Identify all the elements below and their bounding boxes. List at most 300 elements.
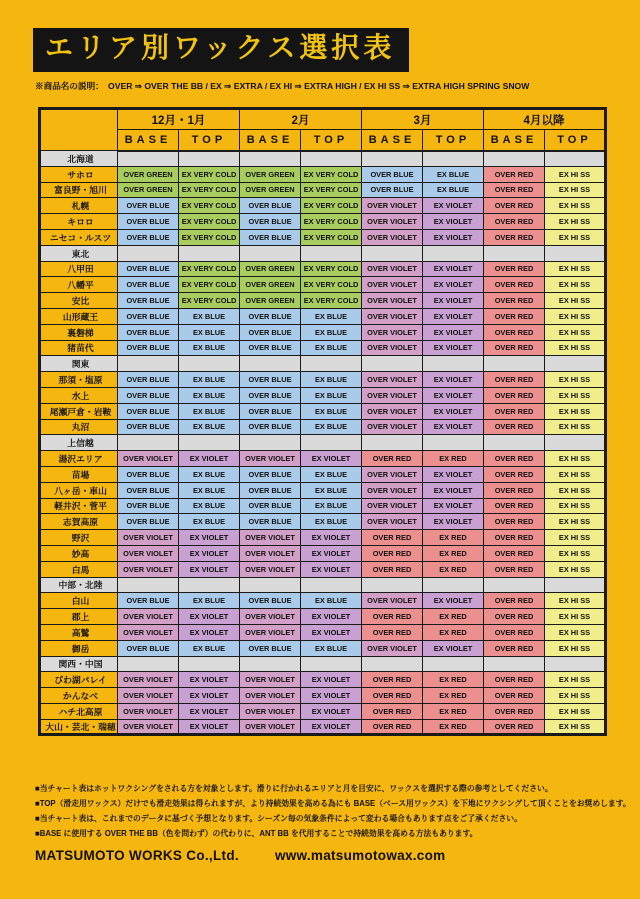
wax-cell: EX VERY COLD [179,182,240,198]
section-row [40,245,606,261]
wax-cell: EX RED [423,672,484,688]
wax-cell: OVER RED [484,308,545,324]
area-label: 八甲田 [40,261,118,277]
wax-cell: OVER BLUE [240,640,301,656]
section-cell [362,151,423,167]
section-label: 関西・中国 [40,656,118,672]
wax-cell: EX VERY COLD [301,293,362,309]
table-row [40,688,606,704]
wax-cell: EX BLUE [423,166,484,182]
wax-cell: OVER BLUE [240,482,301,498]
wax-cell: EX HI SS [545,530,606,546]
wax-cell: EX HI SS [545,277,606,293]
wax-cell: EX HI SS [545,387,606,403]
table-row [40,561,606,577]
wax-cell: OVER BLUE [362,182,423,198]
wax-cell: OVER GREEN [240,166,301,182]
section-cell [179,151,240,167]
section-cell [118,151,179,167]
month-header: 4月以降 [484,109,606,130]
website-url: www.matsumotowax.com [274,848,446,863]
wax-chart-table [38,107,607,736]
wax-cell: EX BLUE [301,403,362,419]
wax-cell: OVER BLUE [240,498,301,514]
section-cell [545,577,606,593]
wax-cell: EX VIOLET [423,261,484,277]
wax-cell: EX RED [423,451,484,467]
wax-cell: EX VERY COLD [301,182,362,198]
wax-cell: OVER VIOLET [362,261,423,277]
wax-cell: EX VIOLET [423,640,484,656]
table-row [40,640,606,656]
wax-cell: OVER BLUE [118,514,179,530]
table-row [40,624,606,640]
wax-cell: OVER VIOLET [118,688,179,704]
wax-cell: OVER RED [484,514,545,530]
section-cell [545,151,606,167]
wax-cell: EX RED [423,624,484,640]
wax-cell: OVER BLUE [240,419,301,435]
wax-cell: EX VIOLET [179,672,240,688]
chart-header [40,109,606,151]
wax-cell: OVER VIOLET [240,703,301,719]
section-cell [240,656,301,672]
base-header: BASE [484,130,545,151]
wax-cell: OVER RED [484,340,545,356]
wax-cell: OVER RED [484,482,545,498]
wax-cell: OVER VIOLET [362,277,423,293]
wax-cell: EX HI SS [545,672,606,688]
wax-cell: EX VERY COLD [179,166,240,182]
area-label: 八幡平 [40,277,118,293]
wax-cell: OVER VIOLET [362,324,423,340]
wax-cell: OVER BLUE [118,482,179,498]
wax-cell: OVER RED [362,672,423,688]
wax-cell: EX HI SS [545,308,606,324]
month-corner-cell [40,109,118,151]
section-cell [301,435,362,451]
wax-cell: EX BLUE [301,372,362,388]
section-cell [179,656,240,672]
wax-cell: EX VERY COLD [179,293,240,309]
wax-cell: EX VIOLET [423,387,484,403]
wax-cell: EX HI SS [545,324,606,340]
wax-cell: OVER BLUE [118,214,179,230]
notes-block [35,781,635,841]
section-label: 東北 [40,245,118,261]
area-label: 白馬 [40,561,118,577]
wax-cell: EX VIOLET [423,419,484,435]
wax-cell: EX VIOLET [423,277,484,293]
wax-cell: EX HI SS [545,229,606,245]
wax-cell: EX HI SS [545,719,606,735]
wax-cell: OVER RED [484,229,545,245]
wax-cell: OVER BLUE [118,308,179,324]
wax-cell: OVER RED [484,624,545,640]
wax-cell: EX HI SS [545,340,606,356]
wax-cell: EX BLUE [301,466,362,482]
wax-cell: EX HI SS [545,561,606,577]
wax-cell: EX HI SS [545,688,606,704]
section-label: 北海道 [40,151,118,167]
wax-cell: OVER BLUE [362,166,423,182]
wax-cell: EX VIOLET [301,530,362,546]
wax-cell: EX VERY COLD [301,214,362,230]
top-header: TOP [423,130,484,151]
section-cell [362,356,423,372]
wax-cell: OVER RED [484,609,545,625]
table-row [40,387,606,403]
wax-cell: OVER VIOLET [240,624,301,640]
wax-cell: EX BLUE [179,640,240,656]
wax-cell: EX BLUE [301,640,362,656]
wax-cell: EX VIOLET [179,545,240,561]
wax-cell: EX VIOLET [423,372,484,388]
section-cell [484,577,545,593]
wax-cell: OVER BLUE [240,340,301,356]
section-cell [362,656,423,672]
section-cell [484,656,545,672]
section-cell [301,356,362,372]
wax-cell: EX HI SS [545,609,606,625]
wax-cell: OVER RED [484,261,545,277]
wax-cell: EX BLUE [301,324,362,340]
wax-cell: OVER BLUE [240,324,301,340]
wax-cell: EX HI SS [545,403,606,419]
wax-cell: EX BLUE [179,372,240,388]
wax-cell: EX VIOLET [423,229,484,245]
note-line: ■当チャート表は、これまでのデータに基づく予想となります。シーズン毎の気象条件によって変わる場合もあります点をご了承ください。 [35,814,522,823]
wax-cell: EX HI SS [545,640,606,656]
section-cell [362,577,423,593]
wax-cell: OVER BLUE [240,387,301,403]
section-label: 関東 [40,356,118,372]
wax-cell: EX HI SS [545,419,606,435]
section-cell [118,577,179,593]
wax-cell: OVER VIOLET [240,561,301,577]
wax-cell: EX VERY COLD [179,277,240,293]
wax-cell: EX BLUE [301,482,362,498]
wax-cell: OVER VIOLET [362,340,423,356]
month-header-row [40,109,606,130]
area-label: サホロ [40,166,118,182]
wax-cell: OVER BLUE [118,324,179,340]
wax-cell: OVER RED [362,719,423,735]
area-label: 尾瀬戸倉・岩鞍 [40,403,118,419]
wax-cell: EX VERY COLD [179,261,240,277]
section-cell [301,577,362,593]
section-cell [423,356,484,372]
wax-cell: EX HI SS [545,261,606,277]
wax-cell: OVER BLUE [118,419,179,435]
base-header: BASE [118,130,179,151]
top-header: TOP [545,130,606,151]
wax-cell: OVER VIOLET [362,593,423,609]
wax-cell: EX BLUE [179,324,240,340]
wax-cell: EX HI SS [545,466,606,482]
table-row [40,719,606,735]
footer [35,848,445,863]
wax-cell: OVER RED [484,182,545,198]
wax-cell: EX BLUE [301,387,362,403]
section-row [40,356,606,372]
wax-cell: EX HI SS [545,593,606,609]
area-label: 白山 [40,593,118,609]
wax-cell: EX VIOLET [423,198,484,214]
area-label: 八ヶ岳・車山 [40,482,118,498]
wax-cell: OVER RED [484,593,545,609]
wax-cell: OVER VIOLET [240,719,301,735]
wax-cell: EX VIOLET [423,403,484,419]
product-name-legend: ※商品名の説明： OVER ⇒ OVER THE BB / EX ⇒ EXTRA / EX HI ⇒ EXTRA HIGH / EX HI SS ⇒ EXTRA HIGH SPRING SNOW [35,81,530,91]
wax-cell: EX VIOLET [301,545,362,561]
wax-cell: OVER BLUE [118,261,179,277]
wax-cell: EX VIOLET [301,609,362,625]
wax-cell: OVER VIOLET [240,688,301,704]
area-label: 山形蔵王 [40,308,118,324]
wax-cell: OVER VIOLET [362,419,423,435]
wax-cell: EX VIOLET [179,561,240,577]
wax-cell: EX VERY COLD [301,166,362,182]
wax-cell: OVER RED [362,624,423,640]
area-label: 高鷲 [40,624,118,640]
wax-cell: OVER RED [484,387,545,403]
chart-body [40,151,606,735]
section-cell [484,151,545,167]
wax-cell: OVER VIOLET [362,482,423,498]
area-label: かんなべ [40,688,118,704]
table-row [40,308,606,324]
wax-cell: OVER BLUE [118,372,179,388]
wax-cell: EX HI SS [545,214,606,230]
table-row [40,419,606,435]
wax-cell: OVER BLUE [118,498,179,514]
wax-cell: EX VIOLET [301,451,362,467]
area-label: キロロ [40,214,118,230]
table-row [40,498,606,514]
wax-cell: OVER VIOLET [362,293,423,309]
wax-cell: EX VIOLET [423,498,484,514]
wax-cell: OVER BLUE [118,640,179,656]
wax-cell: EX HI SS [545,198,606,214]
area-label: 裏磐梯 [40,324,118,340]
wax-cell: EX BLUE [301,593,362,609]
section-row [40,435,606,451]
wax-cell: EX HI SS [545,451,606,467]
area-label: 大山・芸北・瑞穂 [40,719,118,735]
section-row [40,151,606,167]
wax-cell: OVER RED [484,545,545,561]
area-label: 猪苗代 [40,340,118,356]
wax-cell: OVER BLUE [240,198,301,214]
wax-cell: OVER RED [362,703,423,719]
wax-cell: EX BLUE [179,387,240,403]
wax-cell: EX RED [423,719,484,735]
wax-cell: EX VIOLET [423,340,484,356]
section-cell [362,435,423,451]
wax-cell: OVER VIOLET [118,609,179,625]
wax-cell: EX VIOLET [179,688,240,704]
area-label: ハチ北高原 [40,703,118,719]
wax-cell: OVER VIOLET [118,719,179,735]
wax-cell: OVER RED [362,530,423,546]
wax-cell: OVER VIOLET [362,498,423,514]
section-row [40,656,606,672]
section-cell [179,356,240,372]
section-cell [423,151,484,167]
wax-cell: EX RED [423,609,484,625]
wax-cell: OVER BLUE [240,308,301,324]
company-name: MATSUMOTO WORKS Co.,Ltd. [35,848,239,863]
wax-cell: OVER VIOLET [362,403,423,419]
wax-cell: OVER RED [484,277,545,293]
wax-cell: EX VIOLET [179,719,240,735]
area-label: 妙高 [40,545,118,561]
wax-cell: OVER BLUE [118,403,179,419]
wax-cell: OVER RED [362,545,423,561]
wax-cell: EX VIOLET [301,561,362,577]
wax-cell: OVER RED [484,293,545,309]
table-row [40,466,606,482]
wax-cell: OVER GREEN [118,166,179,182]
wax-cell: OVER GREEN [118,182,179,198]
wax-cell: OVER VIOLET [118,624,179,640]
section-cell [362,245,423,261]
section-cell [545,356,606,372]
wax-cell: EX BLUE [179,514,240,530]
wax-cell: OVER RED [484,719,545,735]
area-label: 軽井沢・菅平 [40,498,118,514]
section-cell [118,356,179,372]
table-row [40,514,606,530]
wax-cell: OVER RED [484,403,545,419]
wax-cell: EX VIOLET [423,308,484,324]
wax-cell: OVER RED [484,419,545,435]
wax-cell: OVER RED [484,498,545,514]
wax-cell: EX VIOLET [301,624,362,640]
wax-cell: OVER BLUE [118,293,179,309]
wax-cell: OVER VIOLET [362,229,423,245]
wax-cell: OVER BLUE [240,514,301,530]
area-label: 野沢 [40,530,118,546]
section-cell [301,656,362,672]
note-line: ■当チャート表はホットワクシングをされる方を対象とします。滑りに行かれるエリアと月を目安に、ワックスを選択する際の参考としてください。 [35,784,553,793]
wax-cell: OVER RED [484,198,545,214]
wax-cell: OVER RED [484,372,545,388]
wax-cell: EX VIOLET [179,624,240,640]
wax-cell: EX VIOLET [301,719,362,735]
wax-cell: EX BLUE [301,340,362,356]
section-cell [179,435,240,451]
top-header: TOP [179,130,240,151]
section-cell [118,435,179,451]
section-label: 中部・北陸 [40,577,118,593]
wax-cell: EX BLUE [301,498,362,514]
table-row [40,277,606,293]
table-row [40,593,606,609]
wax-cell: OVER RED [362,451,423,467]
wax-cell: EX HI SS [545,293,606,309]
wax-cell: OVER VIOLET [118,451,179,467]
wax-cell: OVER VIOLET [240,672,301,688]
base-header: BASE [362,130,423,151]
table-row [40,451,606,467]
wax-cell: OVER RED [484,214,545,230]
wax-cell: EX RED [423,545,484,561]
wax-cell: EX VIOLET [301,703,362,719]
area-label: 丸沼 [40,419,118,435]
wax-cell: EX VIOLET [301,672,362,688]
section-cell [484,435,545,451]
table-row [40,182,606,198]
wax-cell: EX HI SS [545,545,606,561]
wax-cell: OVER RED [484,640,545,656]
table-row [40,530,606,546]
section-cell [240,356,301,372]
wax-cell: OVER RED [484,703,545,719]
wax-cell: EX BLUE [179,340,240,356]
table-row [40,214,606,230]
wax-cell: EX BLUE [179,466,240,482]
wax-cell: OVER BLUE [118,229,179,245]
table-row [40,482,606,498]
table-row [40,324,606,340]
wax-cell: EX HI SS [545,166,606,182]
section-cell [118,656,179,672]
section-cell [240,577,301,593]
wax-cell: EX HI SS [545,514,606,530]
wax-cell: OVER GREEN [240,261,301,277]
wax-cell: OVER VIOLET [362,372,423,388]
table-row [40,261,606,277]
wax-cell: OVER GREEN [240,182,301,198]
section-cell [301,151,362,167]
wax-cell: EX BLUE [301,419,362,435]
wax-cell: OVER RED [484,688,545,704]
area-label: 富良野・旭川 [40,182,118,198]
wax-cell: EX VIOLET [423,293,484,309]
wax-cell: EX HI SS [545,182,606,198]
table-row [40,166,606,182]
area-label: 苗場 [40,466,118,482]
section-cell [545,435,606,451]
wax-cell: OVER VIOLET [362,308,423,324]
wax-cell: OVER BLUE [118,277,179,293]
wax-cell: EX HI SS [545,372,606,388]
wax-cell: OVER RED [484,672,545,688]
wax-cell: OVER VIOLET [240,451,301,467]
wax-cell: EX VIOLET [179,451,240,467]
wax-cell: EX RED [423,530,484,546]
section-row [40,577,606,593]
wax-cell: OVER VIOLET [240,545,301,561]
wax-cell: OVER RED [484,166,545,182]
wax-cell: OVER VIOLET [240,530,301,546]
wax-cell: OVER RED [484,561,545,577]
wax-cell: OVER RED [362,561,423,577]
month-header: 12月・1月 [118,109,240,130]
wax-cell: EX VIOLET [423,466,484,482]
wax-cell: EX VERY COLD [301,261,362,277]
month-header: 3月 [362,109,484,130]
section-cell [545,656,606,672]
wax-cell: EX VIOLET [423,214,484,230]
base-top-header-row [40,130,606,151]
table-row [40,672,606,688]
wax-cell: OVER GREEN [240,293,301,309]
page-title: エリア別ワックス選択表 [33,28,409,72]
wax-cell: EX VERY COLD [179,214,240,230]
